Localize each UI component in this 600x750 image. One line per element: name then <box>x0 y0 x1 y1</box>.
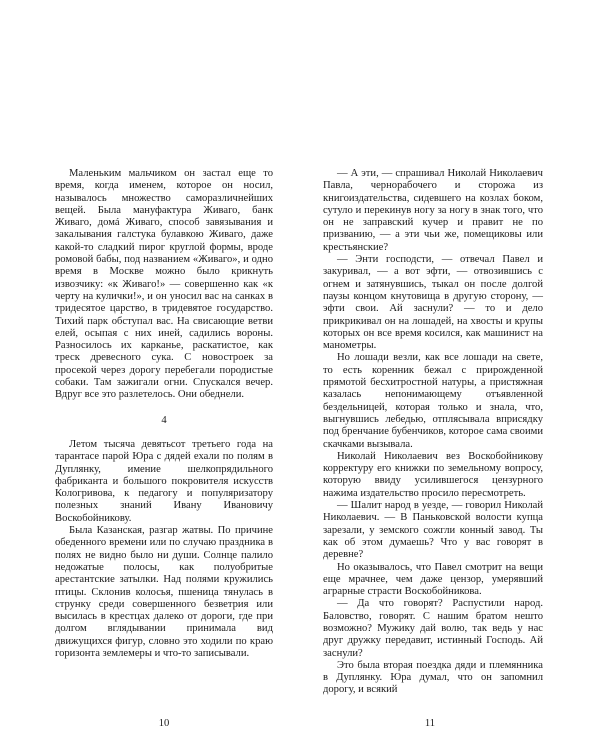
paragraph: — Энти господсти, — отвечал Павел и закуривал, — а вот эфти, — отвозившись с огнем и затянувшись, тыкал он после долгой паузы концом кнутовища в другую сторону, — эфти свои. Ай заснули? — то и дело прикрикивал он на лошадей, на хвосты и крупы которых он все время косился, как машинист на манометры. <box>323 254 543 352</box>
paragraph: Была Казанская, разгар жатвы. По причине обеденного времени или по случаю праздника в полях не видно было ни души. Солнце палило недожатые полосы, как полуобритые арестантские затылки. Над полями кружились птицы. Склонив колосья, пшеница тянулась в струнку среди совершенного безветрия или высилась в крестцах далеко от дороги, где при долгом вглядывании принимала вид движущихся фигур, словно это ходили по краю горизонта землемеры и что-то записывали. <box>55 525 273 659</box>
left-page-text <box>55 168 273 660</box>
paragraph: Маленьким мальчиком он застал еще то время, когда именем, которое он носил, называлось множество саморазличнейших вещей. Была мануфактура Живаго, банк Живаго, домá Живаго, способ завязывания и закалывания галстука булавкою Живаго, даже какой-то сладкий пирог круглой формы, вроде ромовой бабы, под названием «Живаго», и одно время в Москве можно было крикнуть извозчику: «к Живаго!» — совершенно как «к черту на кулички!», и он уносил вас на санках в тридесятое царство, в тридевятое государство. Тихий парк обступал вас. На свисающие ветви елей, осыпая с них иней, садились вороны. Разносилось их карканье, раскатистое, как треск древесного сука. С новостроек за просекой через дорогу перебегали породистые собаки. Там зажигали огни. Спускался вечер. Вдруг все это разлетелось. Они обеднели. <box>55 168 273 401</box>
paragraph: — А эти, — спрашивал Николай Николаевич Павла, чернорабочего и сторожа из книгоиздательства, сидевшего на козлах боком, сутуло и перекинув ногу за ногу в знак того, что он не заправский кучер и правит не по призванию, — а эти чьи же, помещиковы или крестьянские? <box>323 168 543 253</box>
right-page <box>300 0 600 750</box>
right-page-text <box>323 168 543 697</box>
paragraph: Николай Николаевич вез Воскобойникову корректуру его книжки по земельному вопросу, которую ввиду усилившегося цензурного нажима издательство просило пересмотреть. <box>323 450 543 499</box>
page-number-right: 11 <box>424 718 436 729</box>
paragraph: Но лошади везли, как все лошади на свете, то есть коренник бежал с прирожденной прямотой бесхитростной натуры, а пристяжная казалась непонимающему отъявленной бездельницей, которая только и знала, что, выгнувшись лебедью, отплясывала вприсядку под бренчание бубенчиков, которое сама своими скачками вызывала. <box>323 352 543 450</box>
paragraph: Это была вторая поездка дяди и племянника в Дуплянку. Юра думал, что он запомнил дорогу, и всякий <box>323 659 543 696</box>
chapter-number: 4 <box>161 414 167 426</box>
paragraph: Но оказывалось, что Павел смотрит на вещи еще мрачнее, чем даже цензор, умерявший аграрные страсти Воскобойникова. <box>323 561 543 598</box>
paragraph: — Да что говорят? Распустили народ. Баловство, говорят. С нашим братом нешто возможно? Мужику дай волю, так ведь у нас друг дружку передавит, истинный Господь. Ай заснули? <box>323 598 543 659</box>
paragraph: Летом тысяча девятьсот третьего года на тарантасе парой Юра с дядей ехали по полям в Дуплянку, имение шелкопрядильного фабриканта и большого покровителя искусств Кологривова, к педагогу и популяризатору полезных знаний Ивану Ивановичу Воскобойникову. <box>55 438 273 524</box>
paragraph: — Шалит народ в уезде, — говорил Николай Николаевич. — В Паньковской волости купца зарезали, у земского сожгли конный завод. Ты как об этом думаешь? Что у вас говорят в деревне? <box>323 500 543 561</box>
page-number-left: 10 <box>158 718 170 729</box>
